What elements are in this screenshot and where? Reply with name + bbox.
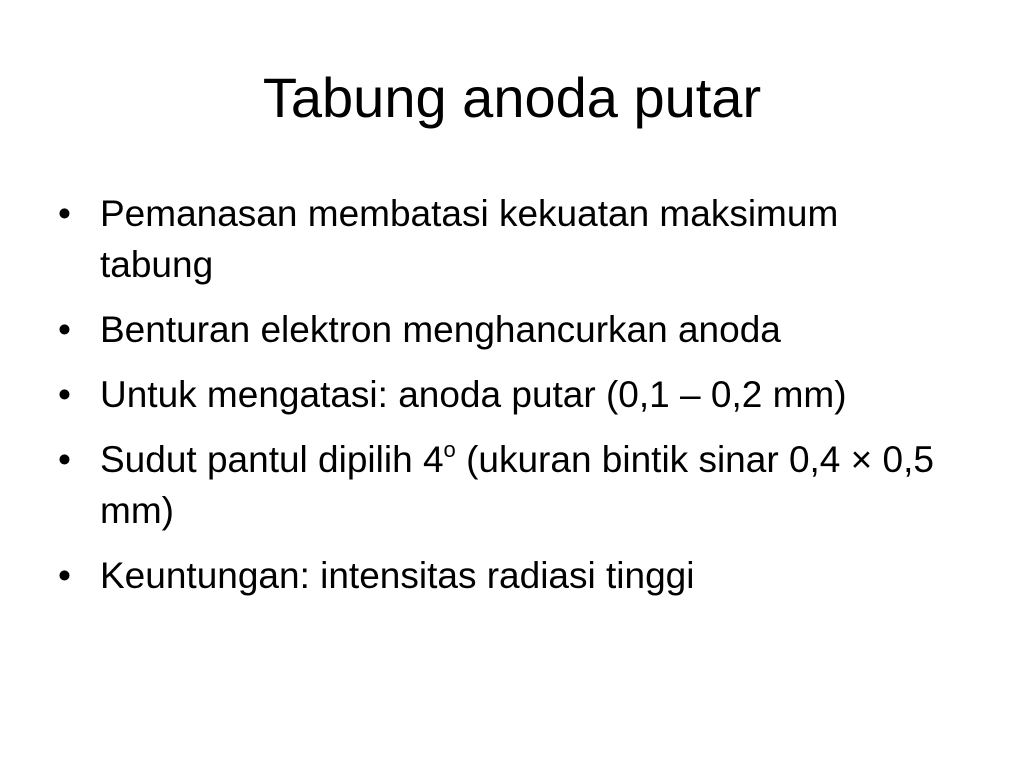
bullet-list bbox=[58, 188, 958, 615]
bullet-text: Benturan elektron menghancurkan anoda bbox=[100, 309, 781, 350]
bullet-icon: • bbox=[58, 193, 71, 234]
bullet-icon: • bbox=[58, 555, 71, 596]
bullet-icon: • bbox=[58, 374, 71, 415]
bullet-text: Untuk mengatasi: anoda putar (0,1 – 0,2 mm) bbox=[100, 374, 847, 415]
bullet-icon: • bbox=[58, 309, 71, 350]
bullet-text-before: Sudut pantul dipilih 4 bbox=[100, 439, 444, 480]
bullet-item bbox=[58, 369, 958, 420]
bullet-icon: • bbox=[58, 439, 71, 480]
bullet-text: Keuntungan: intensitas radiasi tinggi bbox=[100, 555, 695, 596]
bullet-item bbox=[58, 434, 958, 536]
bullet-item bbox=[58, 304, 958, 355]
bullet-item bbox=[58, 188, 958, 290]
slide-title: Tabung anoda putar bbox=[262, 66, 762, 129]
bullet-item bbox=[58, 550, 958, 601]
degree-superscript: o bbox=[443, 437, 456, 462]
bullet-text: Pemanasan membatasi kekuatan maksimum tabung bbox=[100, 193, 839, 285]
bullet-text-after: (ukuran bintik sinar 0,4 × 0,5 mm) bbox=[100, 439, 934, 531]
